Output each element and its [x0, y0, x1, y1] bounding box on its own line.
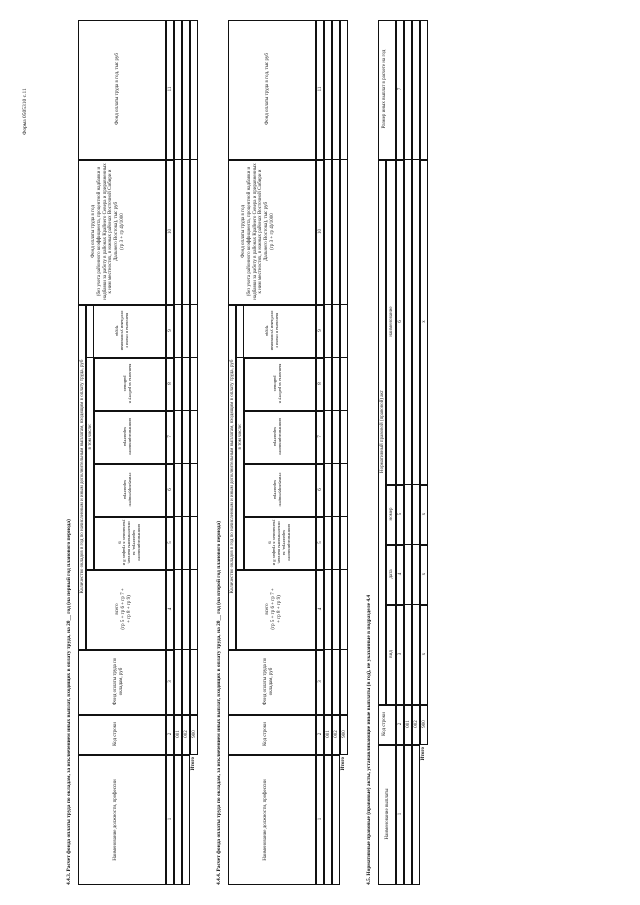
s443-num-5: 5	[168, 541, 173, 544]
s443-num-8: 8	[168, 382, 173, 385]
s443-num-11: 11	[168, 86, 173, 92]
s443-num-2: 2	[168, 732, 173, 736]
s45-total-x-date: х	[422, 572, 427, 576]
s444-col9-header: выплаты в связи с особыми условиями труда	[236, 305, 316, 358]
s444-total-label: Итого	[341, 757, 346, 771]
s45-total-code: 900	[422, 720, 427, 728]
s443-num-4: 4	[168, 607, 173, 611]
s444-col8-header: выплаты за работу в районах	[244, 358, 316, 411]
s443-num-10: 10	[168, 229, 173, 234]
s45-num-6: 6	[398, 320, 403, 323]
s444-col-fund-salary-header: Фонд оплаты труда по окладам, руб	[228, 650, 316, 715]
s45-num-7: 7	[398, 87, 403, 91]
s443-total-label: Итого	[191, 757, 196, 771]
section-443-title: 4.4.3. Расчет фонда оплаты труда по окладам, за исключением иных выплат, входящих в оплату труда, на 20__ год (на первый год планового периода)	[66, 519, 72, 885]
s443-col-total-header: всего (гр 5 + гр 6 + гр 7 + + гр 8 + гр 9)	[86, 570, 166, 650]
s45-num-2: 2	[398, 722, 403, 726]
section-45-title: 4.5. Нормативные правовые (правовые) акты, устанавливающие иные выплаты (в год), не указанные в подразделе 4.4	[366, 594, 372, 885]
s45-col-type-header: вид	[386, 605, 396, 705]
s45-total-x-type: х	[422, 652, 427, 656]
s45-row2-code: 002	[414, 720, 419, 728]
s45-row1-code: 001	[406, 720, 411, 728]
s443-col6-header: стимулирующего характера	[94, 464, 166, 517]
s444-num-8: 8	[318, 382, 323, 385]
s45-num-4: 4	[398, 572, 403, 576]
s444-col6-header: стимулирующего характера	[244, 464, 316, 517]
s443-col10-header: Фонд оплаты труда в год (без учета районного коэффициента, процентной надбавки и надбавки за работу в районах Крайнего Севера и приравненных к ним местностях, в южных районах Восточной Сибири и Дальнего Востока), тыс руб (гр 3 + гр 4)/1000	[78, 160, 166, 305]
form-code: Форма 0505310 с.11	[22, 88, 28, 135]
s45-col-number-header: номер	[386, 485, 396, 545]
s45-total-label: Итого	[421, 747, 426, 761]
s443-num-9: 9	[168, 329, 173, 332]
s443-num-3: 3	[168, 680, 173, 683]
s443-num-1: 1	[168, 817, 173, 821]
s443-col-code-header: Код строки	[78, 715, 166, 755]
s444-num-9: 9	[318, 329, 323, 332]
s443-col-position-header: Наименование должности, профессии	[78, 755, 166, 885]
s45-col-code-header: Код строки	[378, 705, 396, 745]
s443-col9-header: выплаты в связи с особыми условиями труда	[86, 305, 166, 358]
s444-col5-header: компенсационного характера, за исключением выплат, указанных в графах 8 и 9	[244, 517, 316, 570]
s444-row1-code: 001	[326, 730, 331, 738]
s444-row2-code: 002	[334, 730, 339, 738]
s45-col-title-header: наименование	[386, 160, 396, 485]
s45-col-name-header: Наименование выплаты	[378, 745, 396, 885]
s443-num-7: 7	[168, 435, 173, 438]
s45-group-header: Нормативный правовой (правовой) акт	[378, 160, 386, 705]
s443-subgroup-header: в том числе:	[86, 305, 94, 570]
s443-row2-code: 002	[184, 730, 189, 738]
s444-num-4: 4	[318, 607, 323, 611]
s444-subgroup-header: в том числе:	[236, 305, 244, 570]
s443-total-code: 900	[192, 730, 197, 738]
s45-col-amount-header: Размер иных выплат в расчете на год	[378, 20, 396, 160]
s444-col7-header: компенсационного характера	[244, 411, 316, 464]
s443-col5-header: компенсационного характера, за исключением выплат, указанных в графах 8 и 9	[94, 517, 166, 570]
s444-num-7: 7	[318, 435, 323, 438]
s444-num-2: 2	[318, 732, 323, 736]
s45-num-1: 1	[398, 812, 403, 816]
s444-col-position-header: Наименование должности, профессии	[228, 755, 316, 885]
s443-col11-header: Фонд оплаты труда в год, тыс руб	[78, 20, 166, 160]
s444-total-code: 900	[342, 730, 347, 738]
s45-num-5: 5	[398, 512, 403, 516]
s444-num-3: 3	[318, 680, 323, 683]
s443-num-6: 6	[168, 488, 173, 491]
s443-group-header: Количество окладов в год по начисленным и иным дополнительным выплатам, входящим в оплату труда, руб	[78, 305, 86, 650]
s444-num-6: 6	[318, 488, 323, 491]
s443-row1-code: 001	[176, 730, 181, 738]
s444-col-code-header: Код строки	[228, 715, 316, 755]
s444-group-header: Количество окладов в год по начисленным и иным дополнительным выплатам, входящим в оплату труда, руб	[228, 305, 236, 650]
s443-col7-header: компенсационного характера	[94, 411, 166, 464]
s45-total-x-title: х	[422, 320, 427, 323]
s444-col11-header: Фонд оплаты труда в год, тыс руб	[228, 20, 316, 160]
s444-col-total-header: всего (гр 5 + гр 6 + гр 7 + + гр 8 + гр 9)	[236, 570, 316, 650]
s45-total-x-number: х	[422, 512, 427, 516]
s444-num-1: 1	[318, 817, 323, 821]
section-444-title: 4.4.4. Расчет фонда оплаты труда по окладам, за исключением иных выплат, входящих в оплату труда, на 20__ год (на второй год планового периода)	[216, 520, 222, 885]
s444-col10-header: Фонд оплаты труда в год (без учета районного коэффициента, процентной надбавки и надбавки за работу в районах Крайнего Севера и приравненных к ним местностях, в южных районах Восточной Сибири и Дальнего Востока), тыс руб (гр 3 + гр 4)/1000	[228, 160, 316, 305]
s443-col-fund-salary-header: Фонд оплаты труда по окладам, руб	[78, 650, 166, 715]
s444-num-10: 10	[318, 229, 323, 234]
s45-col-date-header: дата	[386, 545, 396, 605]
s444-num-5: 5	[318, 541, 323, 544]
s443-col8-header: выплаты за работу в районах	[94, 358, 166, 411]
s444-num-11: 11	[318, 86, 323, 92]
s45-num-3: 3	[398, 652, 403, 656]
